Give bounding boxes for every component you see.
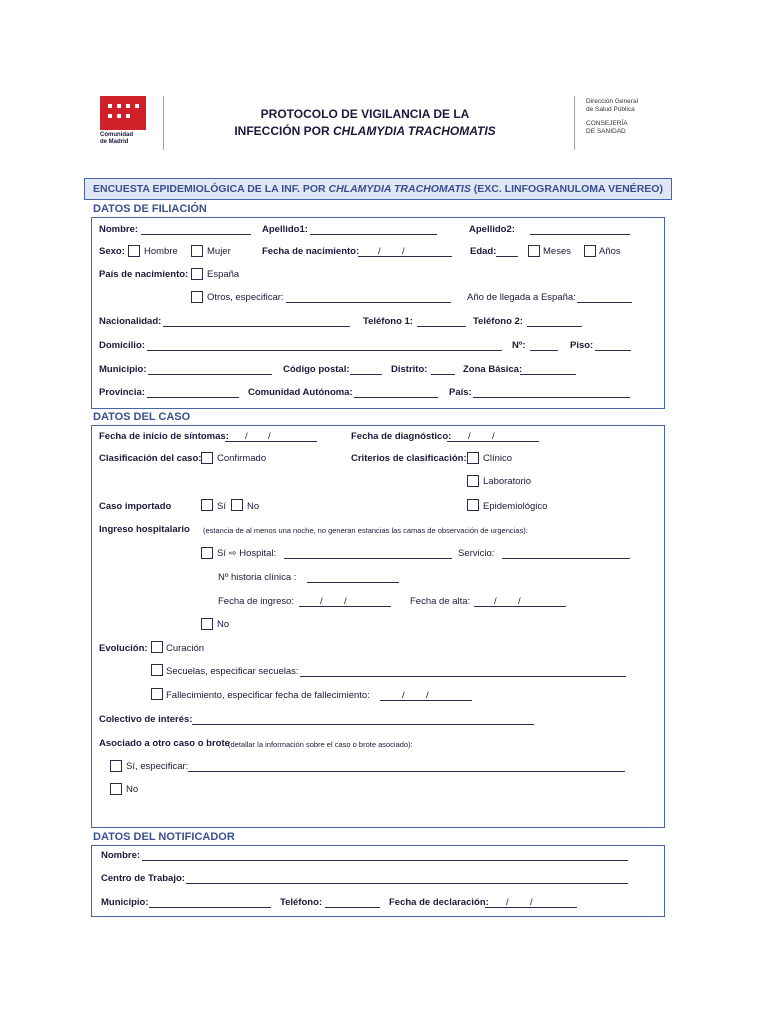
asociado-no-label: No — [126, 784, 139, 795]
fecha-ingreso-label: Fecha de ingreso: — [218, 596, 295, 607]
confirmado-checkbox[interactable] — [201, 452, 213, 464]
domicilio-field[interactable] — [147, 350, 502, 351]
piso-label: Piso: — [570, 340, 594, 351]
org-name: Dirección General de Salud Pública CONSEJERÍA DE SANIDAD — [586, 98, 639, 135]
notificador-telefono-label: Teléfono: — [280, 897, 323, 908]
comunidad-madrid-logo — [100, 96, 146, 148]
fecha-nacimiento-label: Fecha de nacimiento: — [262, 246, 360, 257]
zona-basica-label: Zona Básica: — [463, 364, 523, 375]
importado-no-checkbox[interactable] — [231, 499, 243, 511]
mujer-checkbox[interactable] — [191, 245, 203, 257]
asociado-no-checkbox[interactable] — [110, 783, 122, 795]
secuelas-label: Secuelas, especificar secuelas: — [166, 666, 299, 677]
fecha-alta-label: Fecha de alta: — [410, 596, 471, 607]
laboratorio-checkbox[interactable] — [467, 475, 479, 487]
servicio-label: Servicio: — [458, 548, 495, 559]
pais-label: País: — [449, 387, 472, 398]
notificador-nombre-field[interactable] — [142, 860, 628, 861]
zona-basica-field[interactable] — [520, 374, 576, 375]
importado-si-checkbox[interactable] — [201, 499, 213, 511]
fecha-nacimiento-field[interactable] — [358, 256, 452, 257]
espana-label: España — [207, 269, 240, 280]
nombre-field[interactable] — [141, 234, 251, 235]
curacion-label: Curación — [166, 643, 205, 654]
ingreso-label: Ingreso hospitalario — [99, 524, 190, 535]
clinico-label: Clínico — [483, 453, 513, 464]
filiacion-title: DATOS DE FILIACIÓN — [93, 203, 207, 215]
colectivo-field[interactable] — [192, 724, 534, 725]
ano-llegada-field[interactable] — [577, 302, 632, 303]
hospital-label: Sí ⇨ Hospital: — [217, 548, 277, 559]
importado-si-label: Sí — [217, 501, 226, 512]
asociado-label: Asociado a otro caso o brote — [99, 738, 230, 749]
apellido2-field[interactable] — [530, 234, 630, 235]
notificador-nombre-label: Nombre: — [101, 850, 141, 861]
municipio-label: Municipio: — [99, 364, 147, 375]
edad-label: Edad: — [470, 246, 497, 257]
secuelas-checkbox[interactable] — [151, 664, 163, 676]
asociado-si-label: Sí, especificar: — [126, 761, 189, 772]
sexo-label: Sexo: — [99, 246, 125, 257]
hospital-no-label: No — [217, 619, 230, 630]
otros-field[interactable] — [286, 302, 451, 303]
edad-field[interactable] — [496, 256, 518, 257]
apellido1-label: Apellido1: — [262, 224, 308, 235]
meses-checkbox[interactable] — [528, 245, 540, 257]
meses-label: Meses — [543, 246, 571, 257]
page-title: PROTOCOLO DE VIGILANCIA DE LA INFECCIÓN POR CHLAMYDIA TRACHOMATIS — [234, 107, 496, 138]
numero-field[interactable] — [530, 350, 558, 351]
espana-checkbox[interactable] — [191, 268, 203, 280]
historia-field[interactable] — [307, 582, 399, 583]
telefono1-label: Teléfono 1: — [363, 316, 413, 327]
nacionalidad-field[interactable] — [163, 326, 350, 327]
asociado-si-checkbox[interactable] — [110, 760, 122, 772]
notificador-municipio-field[interactable] — [149, 907, 271, 908]
ano-llegada-label: Año de llegada a España: — [467, 292, 576, 303]
historia-label: Nº historia clínica : — [218, 572, 297, 583]
domicilio-label: Domicilio: — [99, 340, 145, 351]
epidemiologico-checkbox[interactable] — [467, 499, 479, 511]
centro-label: Centro de Trabajo: — [101, 873, 185, 884]
fallecimiento-checkbox[interactable] — [151, 688, 163, 700]
colectivo-label: Colectivo de interés: — [99, 714, 193, 725]
caso-title: DATOS DEL CASO — [93, 411, 191, 423]
asociado-note: (detallar la información sobre el caso o brote asociado): — [228, 740, 413, 749]
comunidad-field[interactable] — [354, 397, 438, 398]
clinico-checkbox[interactable] — [467, 452, 479, 464]
anos-label: Años — [599, 246, 621, 257]
secuelas-field[interactable] — [300, 676, 626, 677]
anos-checkbox[interactable] — [584, 245, 596, 257]
hombre-checkbox[interactable] — [128, 245, 140, 257]
telefono2-label: Teléfono 2: — [473, 316, 523, 327]
fallecimiento-label: Fallecimiento, especificar fecha de fallecimiento: — [166, 690, 370, 701]
fecha-declaracion-label: Fecha de declaración: — [389, 897, 489, 908]
fecha-diagnostico-label: Fecha de diagnóstico: — [351, 431, 452, 442]
otros-label: Otros, especificar: — [207, 292, 284, 303]
epidemiologico-label: Epidemiológico — [483, 501, 548, 512]
pais-nacimiento-label: País de nacimiento: — [99, 269, 189, 280]
distrito-label: Distrito: — [391, 364, 428, 375]
logo-text: Comunidad de Madrid — [100, 132, 133, 145]
codigo-postal-field[interactable] — [350, 374, 382, 375]
hospital-field[interactable] — [284, 558, 452, 559]
criterios-label: Criterios de clasificación: — [351, 453, 467, 464]
asociado-field[interactable] — [188, 771, 625, 772]
apellido2-label: Apellido2: — [469, 224, 515, 235]
otros-checkbox[interactable] — [191, 291, 203, 303]
municipio-field[interactable] — [148, 374, 272, 375]
stars-icon — [100, 96, 146, 130]
notificador-municipio-label: Municipio: — [101, 897, 149, 908]
nombre-label: Nombre: — [99, 224, 139, 235]
telefono1-field[interactable] — [417, 326, 466, 327]
clasificacion-label: Clasificación del caso: — [99, 453, 202, 464]
numero-label: Nº: — [512, 340, 526, 351]
caso-importado-label: Caso importado — [99, 501, 172, 512]
servicio-field[interactable] — [502, 558, 630, 559]
fecha-inicio-field[interactable] — [225, 441, 317, 442]
hospital-si-checkbox[interactable] — [201, 547, 213, 559]
importado-no-label: No — [247, 501, 260, 512]
nacionalidad-label: Nacionalidad: — [99, 316, 162, 327]
hombre-label: Hombre — [144, 246, 178, 257]
codigo-postal-label: Código postal: — [283, 364, 350, 375]
comunidad-label: Comunidad Autónoma: — [248, 387, 353, 398]
provincia-field[interactable] — [147, 397, 239, 398]
piso-field[interactable] — [595, 350, 631, 351]
curacion-checkbox[interactable] — [151, 641, 163, 653]
survey-banner: ENCUESTA EPIDEMIOLÓGICA DE LA INF. POR CHLAMYDIA TRACHOMATIS (EXC. LINFOGRANULOMA VENÉREO) — [84, 178, 672, 200]
distrito-field[interactable] — [431, 374, 455, 375]
laboratorio-label: Laboratorio — [483, 476, 532, 487]
notificador-title: DATOS DEL NOTIFICADOR — [93, 831, 235, 843]
centro-field[interactable] — [186, 883, 628, 884]
ingreso-note: (estancia de al menos una noche, no generan estancias las camas de observación de urgencias): — [203, 526, 528, 535]
evolucion-label: Evolución: — [99, 643, 148, 654]
hospital-no-checkbox[interactable] — [201, 618, 213, 630]
notificador-telefono-field[interactable] — [325, 907, 380, 908]
provincia-label: Provincia: — [99, 387, 145, 398]
confirmado-label: Confirmado — [217, 453, 267, 464]
telefono2-field[interactable] — [527, 326, 582, 327]
pais-field[interactable] — [473, 397, 630, 398]
fecha-inicio-label: Fecha de inicio de síntomas: — [99, 431, 229, 442]
apellido1-field[interactable] — [310, 234, 437, 235]
mujer-label: Mujer — [207, 246, 231, 257]
